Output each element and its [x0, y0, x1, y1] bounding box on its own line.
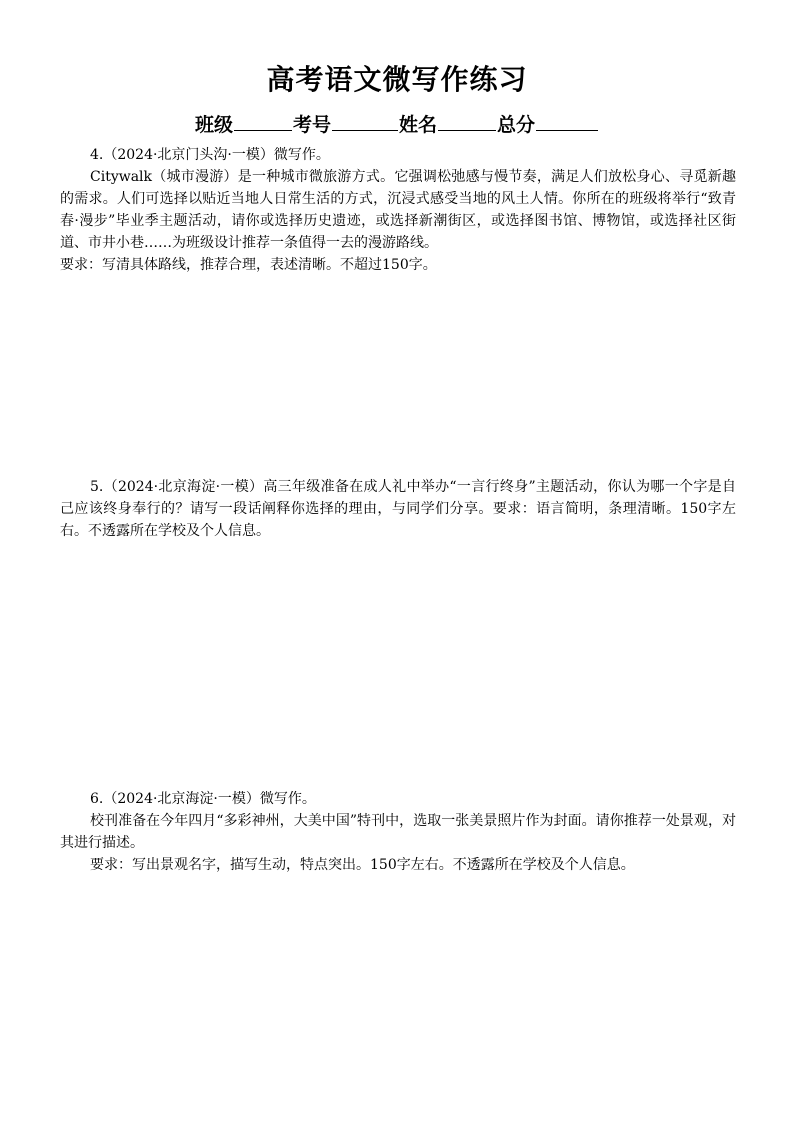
question-5-text: 5.（2024·北京海淀·一模）高三年级准备在成人礼中举办“一言行终身”主题活动，你认为哪一个字是自己应该终身奉行的？请写一段话阐释你选择的理由，与同学们分享。要求：语言简明，条理清晰。150字左右。不透露所在学校及个人信息。	[60, 479, 736, 539]
question-6-body: 校刊准备在今年四月“多彩神州，大美中国”特刊中，选取一张美景照片作为封面。请你推荐一处景观，对其进行描述。	[60, 813, 736, 851]
question-4-requirement: 要求：写清具体路线，推荐合理，表述清晰。不超过150字。	[60, 257, 437, 273]
class-label: 班级	[194, 114, 233, 136]
exam-number-label: 考号	[292, 114, 331, 136]
total-score-blank[interactable]	[536, 110, 598, 131]
question-6-heading: 6.（2024·北京海淀·一模）微写作。	[90, 791, 316, 807]
question-6	[60, 788, 736, 876]
student-info-line	[0, 110, 794, 138]
class-blank[interactable]	[234, 110, 292, 131]
exam-number-blank[interactable]	[332, 110, 398, 131]
question-5	[60, 476, 736, 542]
question-4-heading: 4.（2024·北京门头沟·一模）微写作。	[90, 147, 330, 163]
name-blank[interactable]	[438, 110, 496, 131]
question-4-body: Citywalk（城市漫游）是一种城市微旅游方式。它强调松弛感与慢节奏，满足人们放松身心、寻觅新趣的需求。人们可选择以贴近当地人日常生活的方式，沉浸式感受当地的风土人情。你所在的班级将举行“致青春·漫步”毕业季主题活动，请你或选择历史遗迹，或选择新潮街区，或选择图书馆、博物馆，或选择社区街道、市井小巷……为班级设计推荐一条值得一去的漫游路线。	[60, 169, 736, 251]
question-6-requirement: 要求：写出景观名字，描写生动，特点突出。150字左右。不透露所在学校及个人信息。	[90, 857, 635, 873]
name-label: 姓名	[399, 114, 438, 136]
page-title: 高考语文微写作练习	[266, 63, 528, 96]
question-4	[60, 144, 736, 276]
total-score-label: 总分	[497, 114, 536, 136]
